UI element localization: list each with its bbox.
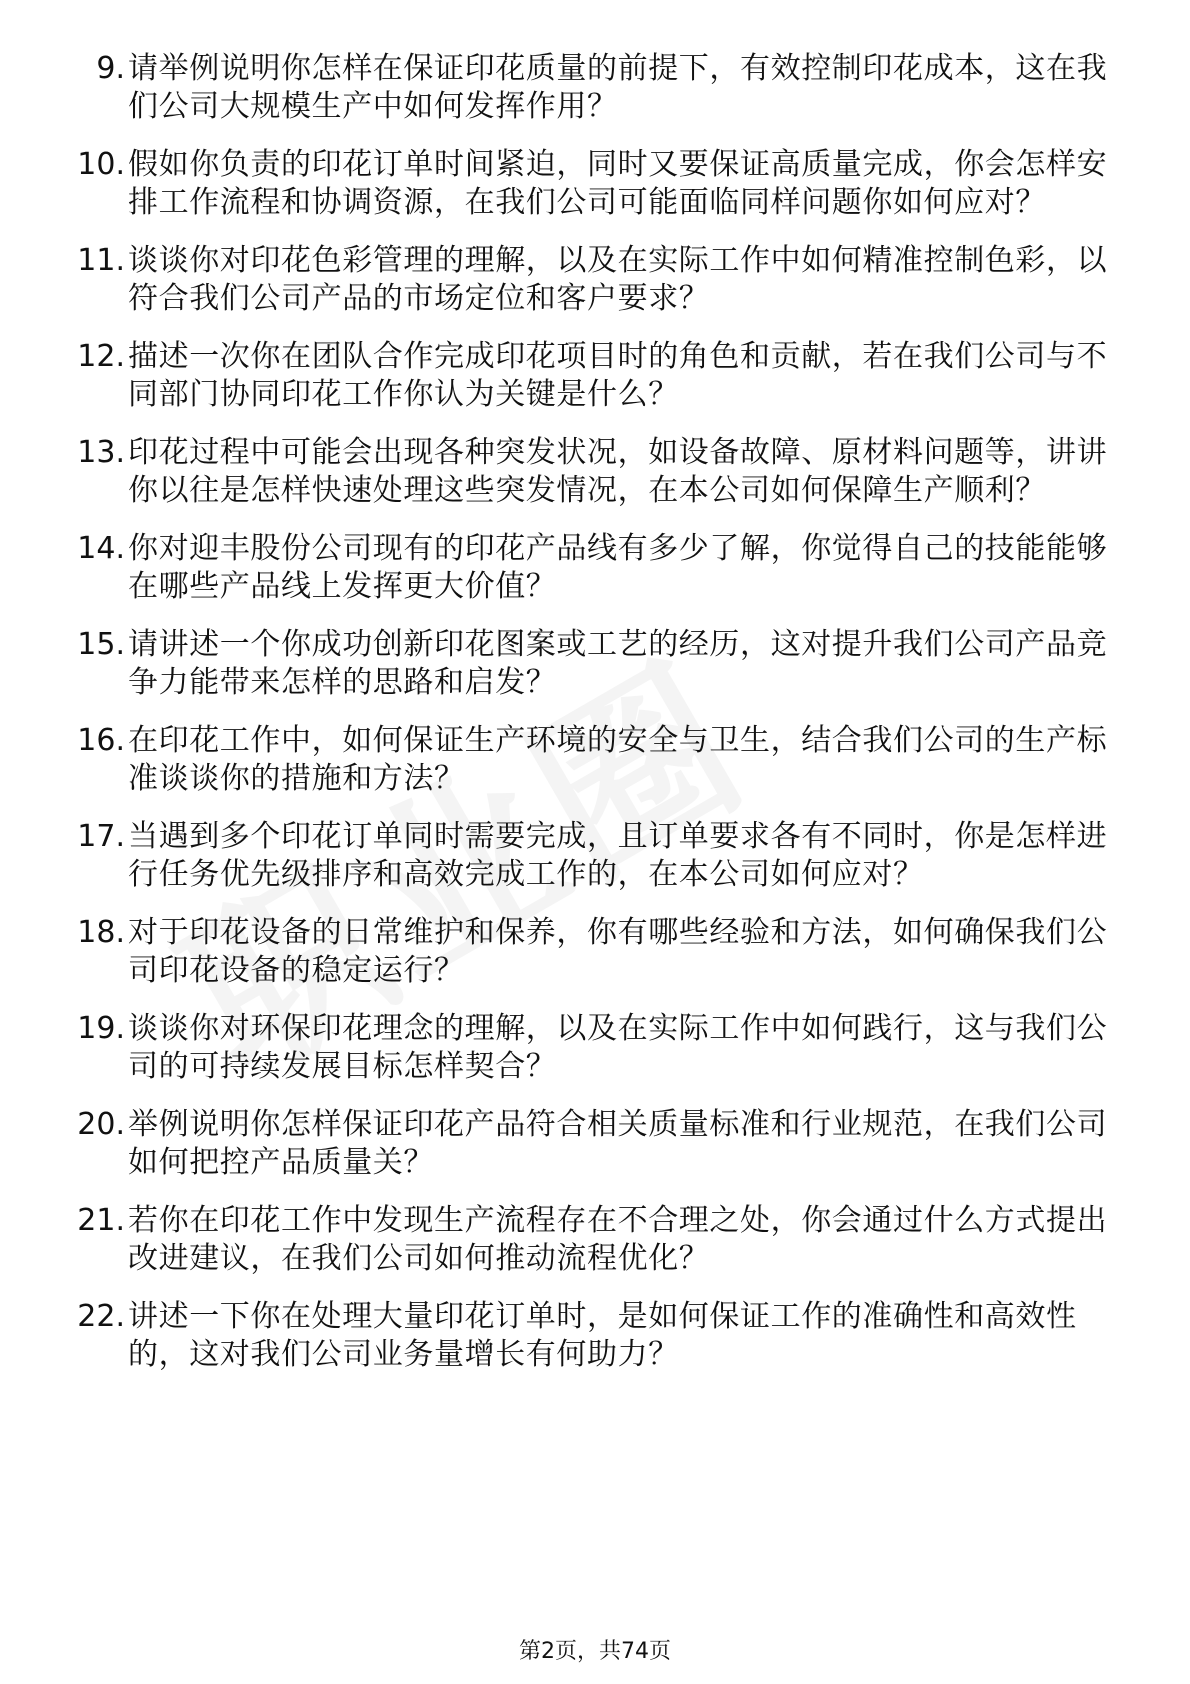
question-text: 你对迎丰股份公司现有的印花产品线有多少了解，你觉得自己的技能能够在哪些产品线上发挥更大价值？ — [128, 531, 1108, 604]
question-list — [0, 50, 1190, 1394]
question-number: 21. — [77, 1203, 125, 1238]
question-text: 当遇到多个印花订单同时需要完成，且订单要求各有不同时，你是怎样进行任务优先级排序和高效完成工作的，在本公司如何应对？ — [128, 819, 1108, 892]
question-item — [0, 914, 1190, 990]
question-item — [0, 434, 1190, 510]
question-number: 22. — [77, 1299, 125, 1334]
question-text: 假如你负责的印花订单时间紧迫，同时又要保证高质量完成，你会怎样安排工作流程和协调资源，在我们公司可能面临同样问题你如何应对？ — [128, 147, 1108, 220]
question-item — [0, 50, 1190, 126]
question-item — [0, 146, 1190, 222]
question-number: 17. — [77, 819, 125, 854]
question-number: 20. — [77, 1107, 125, 1142]
question-item — [0, 626, 1190, 702]
question-item — [0, 1106, 1190, 1182]
question-text: 若你在印花工作中发现生产流程存在不合理之处，你会通过什么方式提出改进建议，在我们公司如何推动流程优化？ — [128, 1203, 1108, 1276]
question-text: 谈谈你对环保印花理念的理解，以及在实际工作中如何践行，这与我们公司的可持续发展目标怎样契合？ — [128, 1011, 1108, 1084]
question-number: 15. — [77, 627, 125, 662]
question-item — [0, 530, 1190, 606]
question-item — [0, 1010, 1190, 1086]
question-text: 描述一次你在团队合作完成印花项目时的角色和贡献，若在我们公司与不同部门协同印花工作你认为关键是什么？ — [128, 339, 1108, 412]
question-text: 请举例说明你怎样在保证印花质量的前提下，有效控制印花成本，这在我们公司大规模生产中如何发挥作用？ — [128, 51, 1108, 124]
question-text: 讲述一下你在处理大量印花订单时，是如何保证工作的准确性和高效性的，这对我们公司业务量增长有何助力？ — [128, 1299, 1077, 1372]
question-number: 16. — [77, 723, 125, 758]
question-number: 9. — [96, 51, 125, 86]
question-item — [0, 242, 1190, 318]
question-text: 印花过程中可能会出现各种突发状况，如设备故障、原材料问题等，讲讲你以往是怎样快速处理这些突发情况，在本公司如何保障生产顺利？ — [128, 435, 1108, 508]
question-number: 11. — [77, 243, 125, 278]
question-number: 14. — [77, 531, 125, 566]
question-item — [0, 1202, 1190, 1278]
question-item — [0, 1298, 1190, 1374]
question-number: 19. — [77, 1011, 125, 1046]
question-text: 请讲述一个你成功创新印花图案或工艺的经历，这对提升我们公司产品竞争力能带来怎样的思路和启发？ — [128, 627, 1108, 700]
question-number: 12. — [77, 339, 125, 374]
question-number: 10. — [77, 147, 125, 182]
question-text: 对于印花设备的日常维护和保养，你有哪些经验和方法，如何确保我们公司印花设备的稳定运行？ — [128, 915, 1108, 988]
question-text: 举例说明你怎样保证印花产品符合相关质量标准和行业规范，在我们公司如何把控产品质量关？ — [128, 1107, 1108, 1180]
question-item — [0, 818, 1190, 894]
question-number: 13. — [77, 435, 125, 470]
page-footer: 第2页，共74页 — [519, 1639, 671, 1664]
question-text: 在印花工作中，如何保证生产环境的安全与卫生，结合我们公司的生产标准谈谈你的措施和方法？ — [128, 723, 1108, 796]
question-item — [0, 722, 1190, 798]
question-number: 18. — [77, 915, 125, 950]
question-item — [0, 338, 1190, 414]
question-text: 谈谈你对印花色彩管理的理解，以及在实际工作中如何精准控制色彩，以符合我们公司产品的市场定位和客户要求？ — [128, 243, 1108, 316]
